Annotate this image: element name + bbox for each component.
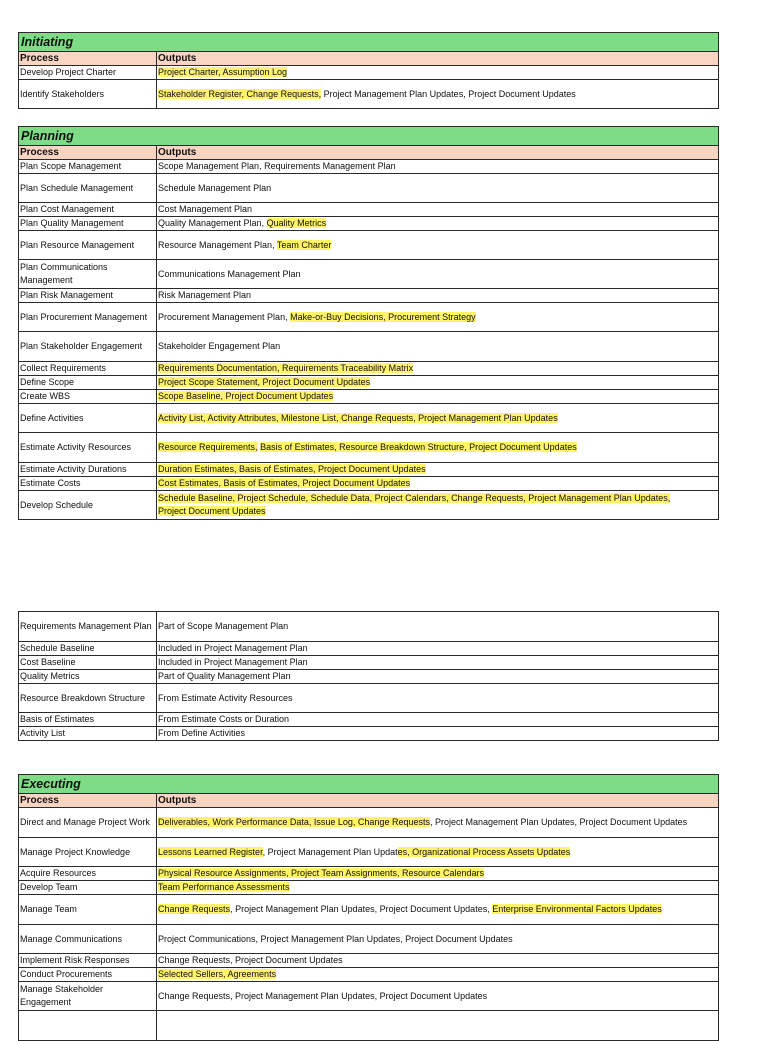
section-title-planning[interactable]: Planning [19,127,719,146]
output-text: , Project Management Plan Updates, Project Document Updates [429,817,688,827]
process-cell[interactable]: Acquire Resources [19,867,157,881]
description-cell[interactable]: Part of Quality Management Plan [157,670,719,684]
term-cell[interactable]: Resource Breakdown Structure [19,684,157,713]
outputs-cell[interactable] [157,303,719,332]
process-cell[interactable]: Identify Stakeholders [19,80,157,109]
outputs-cell[interactable] [157,433,719,463]
highlighted-output: Activity List, Activity Attributes, Milestone List, Change Requests, Project Management Plan Updates [158,412,558,423]
term-cell[interactable]: Quality Metrics [19,670,157,684]
outputs-cell[interactable]: Schedule Management Plan [157,174,719,203]
process-cell[interactable]: Plan Scope Management [19,160,157,174]
process-cell[interactable]: Plan Quality Management [19,217,157,231]
section-title-initiating[interactable]: Initiating [19,33,719,52]
process-cell[interactable]: Plan Stakeholder Engagement [19,332,157,362]
process-cell[interactable]: Define Activities [19,404,157,433]
outputs-cell[interactable] [157,491,719,520]
outputs-cell[interactable]: Project Communications, Project Management Plan Updates, Project Document Updates [157,925,719,954]
highlighted-output: Change Requests [158,904,231,914]
term-cell[interactable]: Activity List [19,727,157,741]
outputs-cell[interactable] [157,376,719,390]
output-text: , Project Management Plan Updates, Project Document Updates, [230,904,493,914]
highlighted-output: Schedule Baseline, Project Schedule, Schedule Data, Project Calendars, Change Requests, Project Management Plan Updates, [158,493,671,503]
outputs-cell[interactable] [157,404,719,433]
column-header-outputs[interactable]: Outputs [157,794,719,808]
outputs-cell[interactable] [157,838,719,867]
outputs-cell[interactable]: Risk Management Plan [157,289,719,303]
outputs-cell[interactable] [157,231,719,260]
description-cell[interactable]: From Estimate Costs or Duration [157,713,719,727]
process-cell[interactable]: Plan Schedule Management [19,174,157,203]
outputs-cell[interactable] [157,808,719,838]
process-cell[interactable] [19,1011,157,1041]
column-header-process[interactable]: Process [19,794,157,808]
process-cell[interactable]: Estimate Activity Resources [19,433,157,463]
process-cell[interactable]: Define Scope [19,376,157,390]
description-cell[interactable]: Part of Scope Management Plan [157,612,719,642]
column-header-process[interactable]: Process [19,146,157,160]
outputs-cell[interactable]: Scope Management Plan, Requirements Management Plan [157,160,719,174]
highlighted-output: Project Document Updates [158,506,266,516]
highlighted-output: Enterprise Environmental Factors Updates [492,904,662,914]
process-cell[interactable]: Manage Project Knowledge [19,838,157,867]
highlighted-output: Project Scope Statement, Project Document Updates [158,377,371,387]
process-cell[interactable]: Develop Project Charter [19,66,157,80]
process-cell[interactable]: Develop Schedule [19,491,157,520]
output-text: Resource Management Plan, [158,239,277,250]
column-header-outputs[interactable]: Outputs [157,146,719,160]
description-cell[interactable]: Included in Project Management Plan [157,642,719,656]
output-text: Quality Management Plan, [158,218,267,228]
initiating-table [18,32,718,122]
process-cell[interactable]: Plan Resource Management [19,231,157,260]
outputs-cell[interactable]: Stakeholder Engagement Plan [157,332,719,362]
highlighted-output: Project Charter, Assumption Log [158,67,288,77]
process-cell[interactable]: Plan Cost Management [19,203,157,217]
outputs-cell[interactable] [157,362,719,376]
outputs-cell[interactable] [157,881,719,895]
process-cell[interactable]: Develop Team [19,881,157,895]
process-cell[interactable]: Plan Risk Management [19,289,157,303]
description-cell[interactable]: From Define Activities [157,727,719,741]
process-cell[interactable]: Manage Stakeholder Engagement [19,982,157,1011]
highlighted-output: Lessons Learned Register [158,846,263,857]
highlighted-output: Quality Metrics [266,218,327,228]
highlighted-output: Deliverables, Work Performance Data, Issue Log, Change Requests [158,817,430,827]
term-cell[interactable]: Requirements Management Plan [19,612,157,642]
highlighted-output: Cost Estimates, Basis of Estimates, Project Document Updates [158,478,411,488]
outputs-cell[interactable] [157,1011,719,1041]
process-cell[interactable]: Manage Team [19,895,157,925]
process-cell[interactable]: Conduct Procurements [19,968,157,982]
column-header-process[interactable]: Process [19,52,157,66]
blank-row[interactable] [19,109,719,123]
highlighted-output: Team Charter [276,239,332,250]
process-cell[interactable]: Collect Requirements [19,362,157,376]
output-text: Project Management Plan Updates, Project Document Updates [321,88,576,99]
highlighted-output: Team Performance Assessments [158,882,290,892]
planning-table [18,126,718,520]
process-cell[interactable]: Plan Communications Management [19,260,157,289]
outputs-cell[interactable]: Communications Management Plan [157,260,719,289]
outputs-cell[interactable]: Cost Management Plan [157,203,719,217]
highlighted-output: Make-or-Buy Decisions, Procurement Strategy [290,311,476,322]
highlighted-output: Scope Baseline, Project Document Updates [158,391,334,401]
notes-table [18,611,718,741]
column-header-outputs[interactable]: Outputs [157,52,719,66]
process-cell[interactable]: Estimate Costs [19,477,157,491]
outputs-cell[interactable] [157,66,719,80]
term-cell[interactable]: Schedule Baseline [19,642,157,656]
outputs-cell[interactable]: Change Requests, Project Management Plan Updates, Project Document Updates [157,982,719,1011]
process-cell[interactable]: Plan Procurement Management [19,303,157,332]
highlighted-output: Resource Requirements, [158,442,258,452]
outputs-cell[interactable] [157,390,719,404]
outputs-cell[interactable] [157,477,719,491]
highlighted-output: Selected Sellers, Agreements [158,969,277,979]
description-cell[interactable]: From Estimate Activity Resources [157,684,719,713]
highlighted-output: Requirements Documentation, Requirements Traceability Matrix [158,363,414,373]
process-cell[interactable]: Manage Communications [19,925,157,954]
highlighted-output: Stakeholder Register, Change Requests, [158,88,322,99]
output-text: , Project Management Plan Updat [262,846,398,857]
highlighted-output: es, Organizational Process Assets Updates [397,846,571,857]
section-title-executing[interactable]: Executing [19,775,719,794]
outputs-cell[interactable] [157,463,719,477]
highlighted-output: Duration Estimates, Basis of Estimates, Project Document Updates [158,464,426,474]
executing-table [18,774,718,1041]
process-cell[interactable]: Implement Risk Responses [19,954,157,968]
process-cell[interactable]: Direct and Manage Project Work [19,808,157,838]
term-cell[interactable]: Cost Baseline [19,656,157,670]
outputs-cell[interactable]: Change Requests, Project Document Updates [157,954,719,968]
output-text: Procurement Management Plan, [158,311,291,322]
highlighted-output: Physical Resource Assignments, Project Team Assignments, Resource Calendars [158,868,484,878]
outputs-cell[interactable] [157,895,719,925]
outputs-cell[interactable] [157,80,719,109]
process-cell[interactable]: Estimate Activity Durations [19,463,157,477]
term-cell[interactable]: Basis of Estimates [19,713,157,727]
outputs-cell[interactable] [157,968,719,982]
highlighted-output: Basis of Estimates, Resource Breakdown Structure, Project Document Updates [260,442,577,452]
description-cell[interactable]: Included in Project Management Plan [157,656,719,670]
process-cell[interactable]: Create WBS [19,390,157,404]
outputs-cell[interactable] [157,867,719,881]
outputs-cell[interactable] [157,217,719,231]
